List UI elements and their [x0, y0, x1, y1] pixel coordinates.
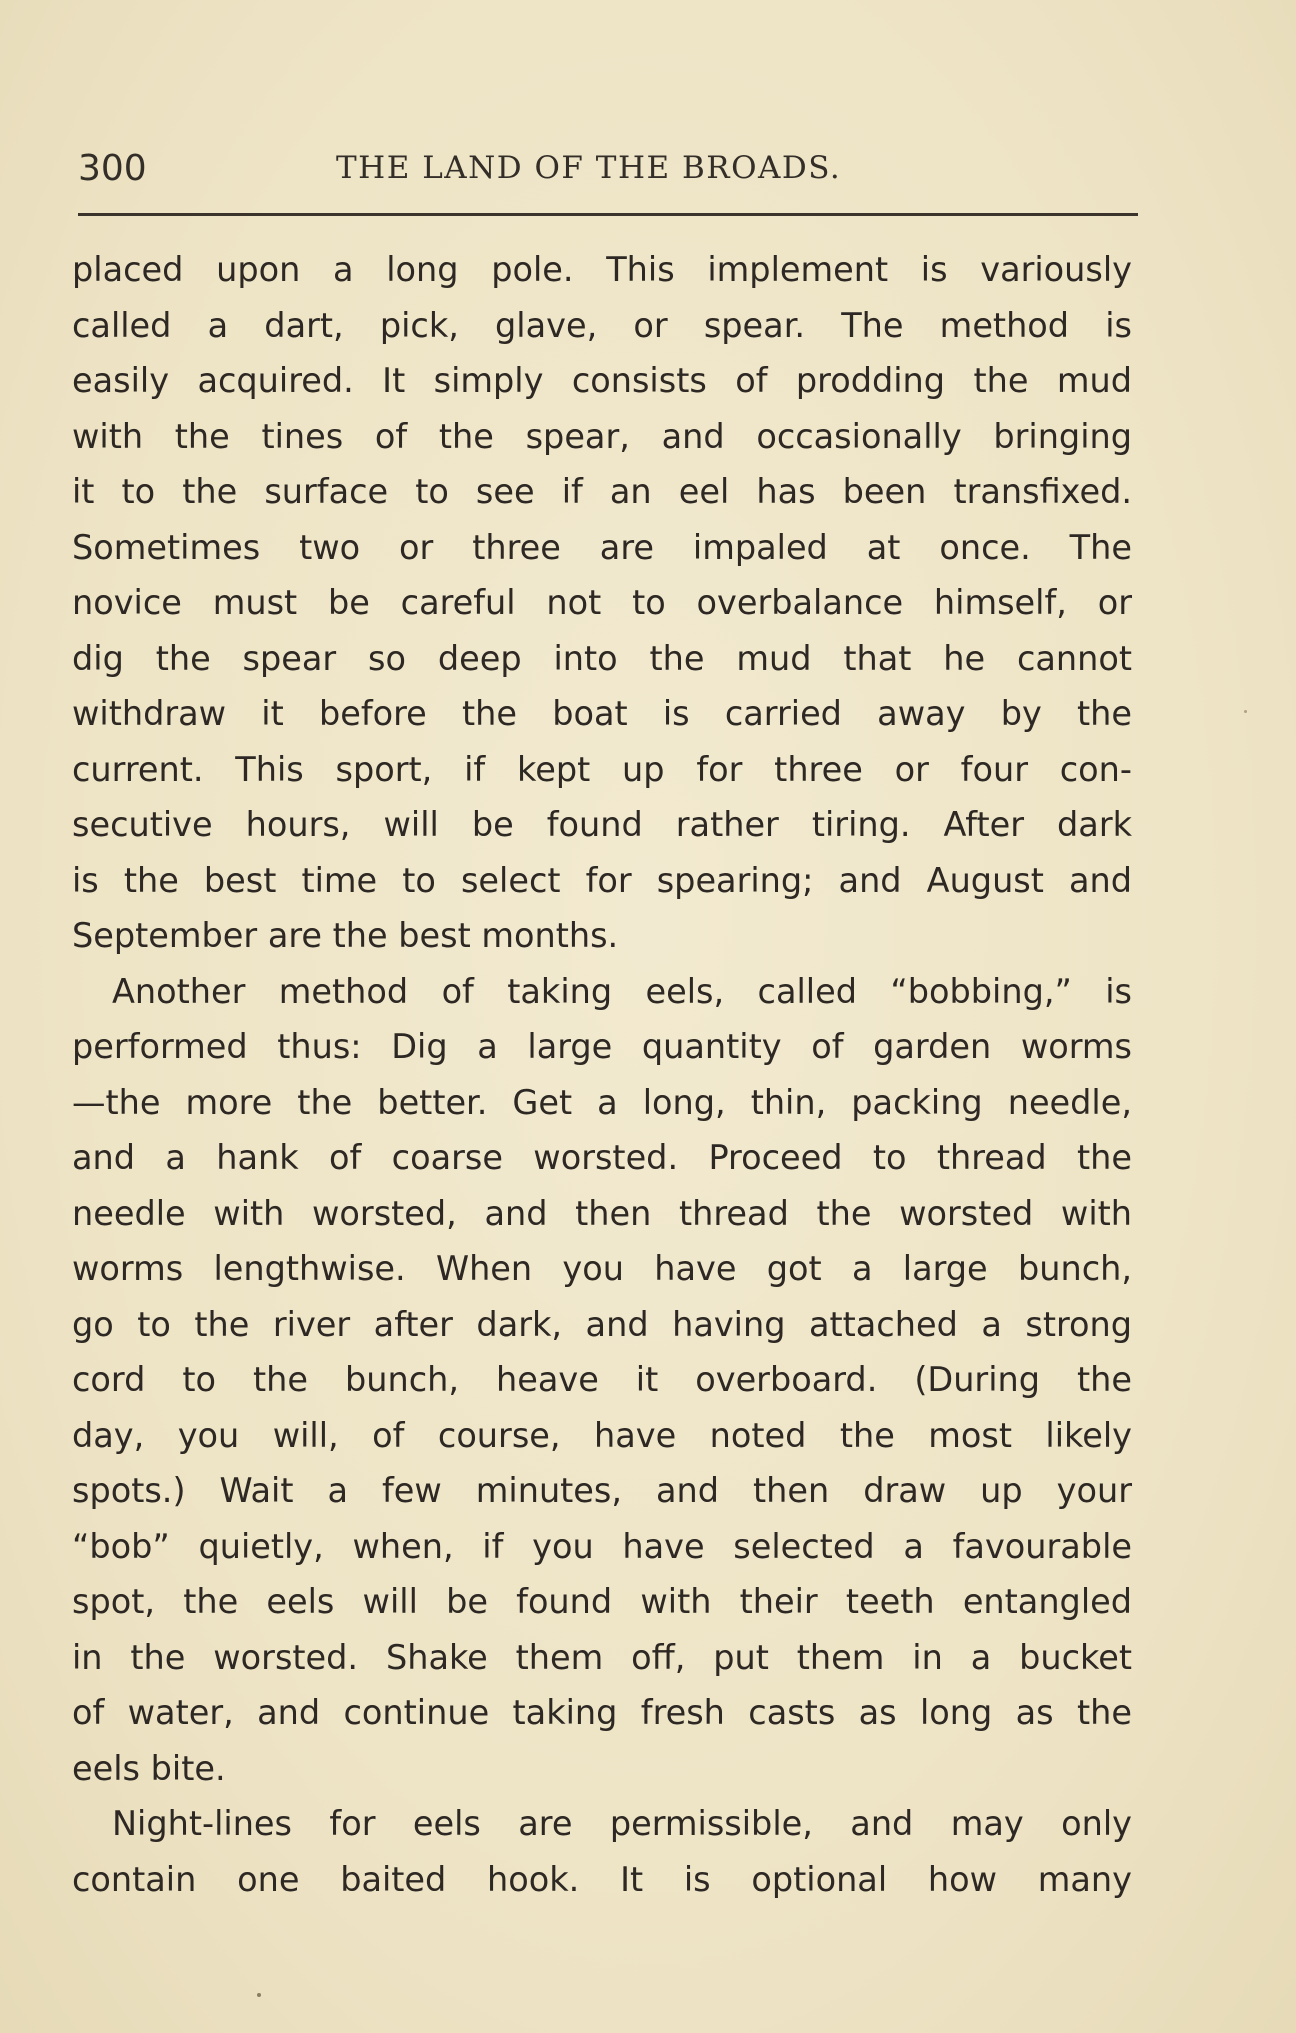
page-number: 300	[78, 148, 147, 189]
text-line: with the tines of the spear, and occasionally bringing	[72, 416, 1132, 456]
text-line: —the more the better. Get a long, thin, packing needle,	[72, 1082, 1132, 1122]
text-line: needle with worsted, and then thread the worsted with	[72, 1193, 1132, 1233]
text-line: withdraw it before the boat is carried away by the	[72, 694, 1132, 733]
paper-speck	[1244, 710, 1247, 713]
text-line: worms lengthwise. When you have got a large bunch,	[72, 1249, 1132, 1288]
text-line: is the best time to select for spearing; and August and	[72, 860, 1132, 900]
text-line: spots.) Wait a few minutes, and then draw up your	[72, 1471, 1132, 1510]
text-line: secutive hours, will be found rather tiring. After dark	[72, 805, 1132, 844]
text-line: go to the river after dark, and having attached a strong	[72, 1304, 1132, 1344]
body-text	[72, 242, 1132, 1907]
text-line: spot, the eels will be found with their teeth entangled	[72, 1582, 1132, 1621]
text-line: “bob” quietly, when, if you have selected a favourable	[72, 1526, 1132, 1566]
text-line: Night-lines for eels are permissible, and may only	[112, 1804, 1132, 1843]
text-line: September are the best months.	[72, 916, 619, 955]
text-line: dig the spear so deep into the mud that he cannot	[72, 638, 1132, 678]
text-line: called a dart, pick, glave, or spear. The method is	[72, 305, 1132, 345]
text-line: performed thus: Dig a large quantity of garden worms	[72, 1027, 1132, 1066]
text-line: placed upon a long pole. This implement is variously	[72, 250, 1132, 289]
header-rule	[78, 213, 1138, 216]
text-line: in the worsted. Shake them off, put them in a bucket	[72, 1637, 1132, 1677]
text-line: of water, and continue taking fresh casts as long as the	[72, 1693, 1132, 1732]
text-line: cord to the bunch, heave it overboard. (During the	[72, 1360, 1132, 1399]
paper-speck	[257, 1993, 261, 1997]
text-line: contain one baited hook. It is optional how many	[72, 1859, 1132, 1899]
text-line: novice must be careful not to overbalance himself, or	[72, 583, 1132, 622]
text-line: it to the surface to see if an eel has been transfixed.	[72, 472, 1132, 511]
page-header	[78, 148, 1138, 198]
text-line: Another method of taking eels, called “bobbing,” is	[112, 971, 1132, 1011]
text-line: eels bite.	[72, 1748, 226, 1788]
text-line: day, you will, of course, have noted the most likely	[72, 1415, 1132, 1455]
text-line: current. This sport, if kept up for three or four con-	[72, 749, 1132, 789]
text-line: Sometimes two or three are impaled at once. The	[72, 527, 1132, 567]
running-title: THE LAND OF THE BROADS.	[336, 150, 842, 186]
text-line: easily acquired. It simply consists of prodding the mud	[72, 361, 1132, 400]
text-line: and a hank of coarse worsted. Proceed to thread the	[72, 1138, 1132, 1177]
